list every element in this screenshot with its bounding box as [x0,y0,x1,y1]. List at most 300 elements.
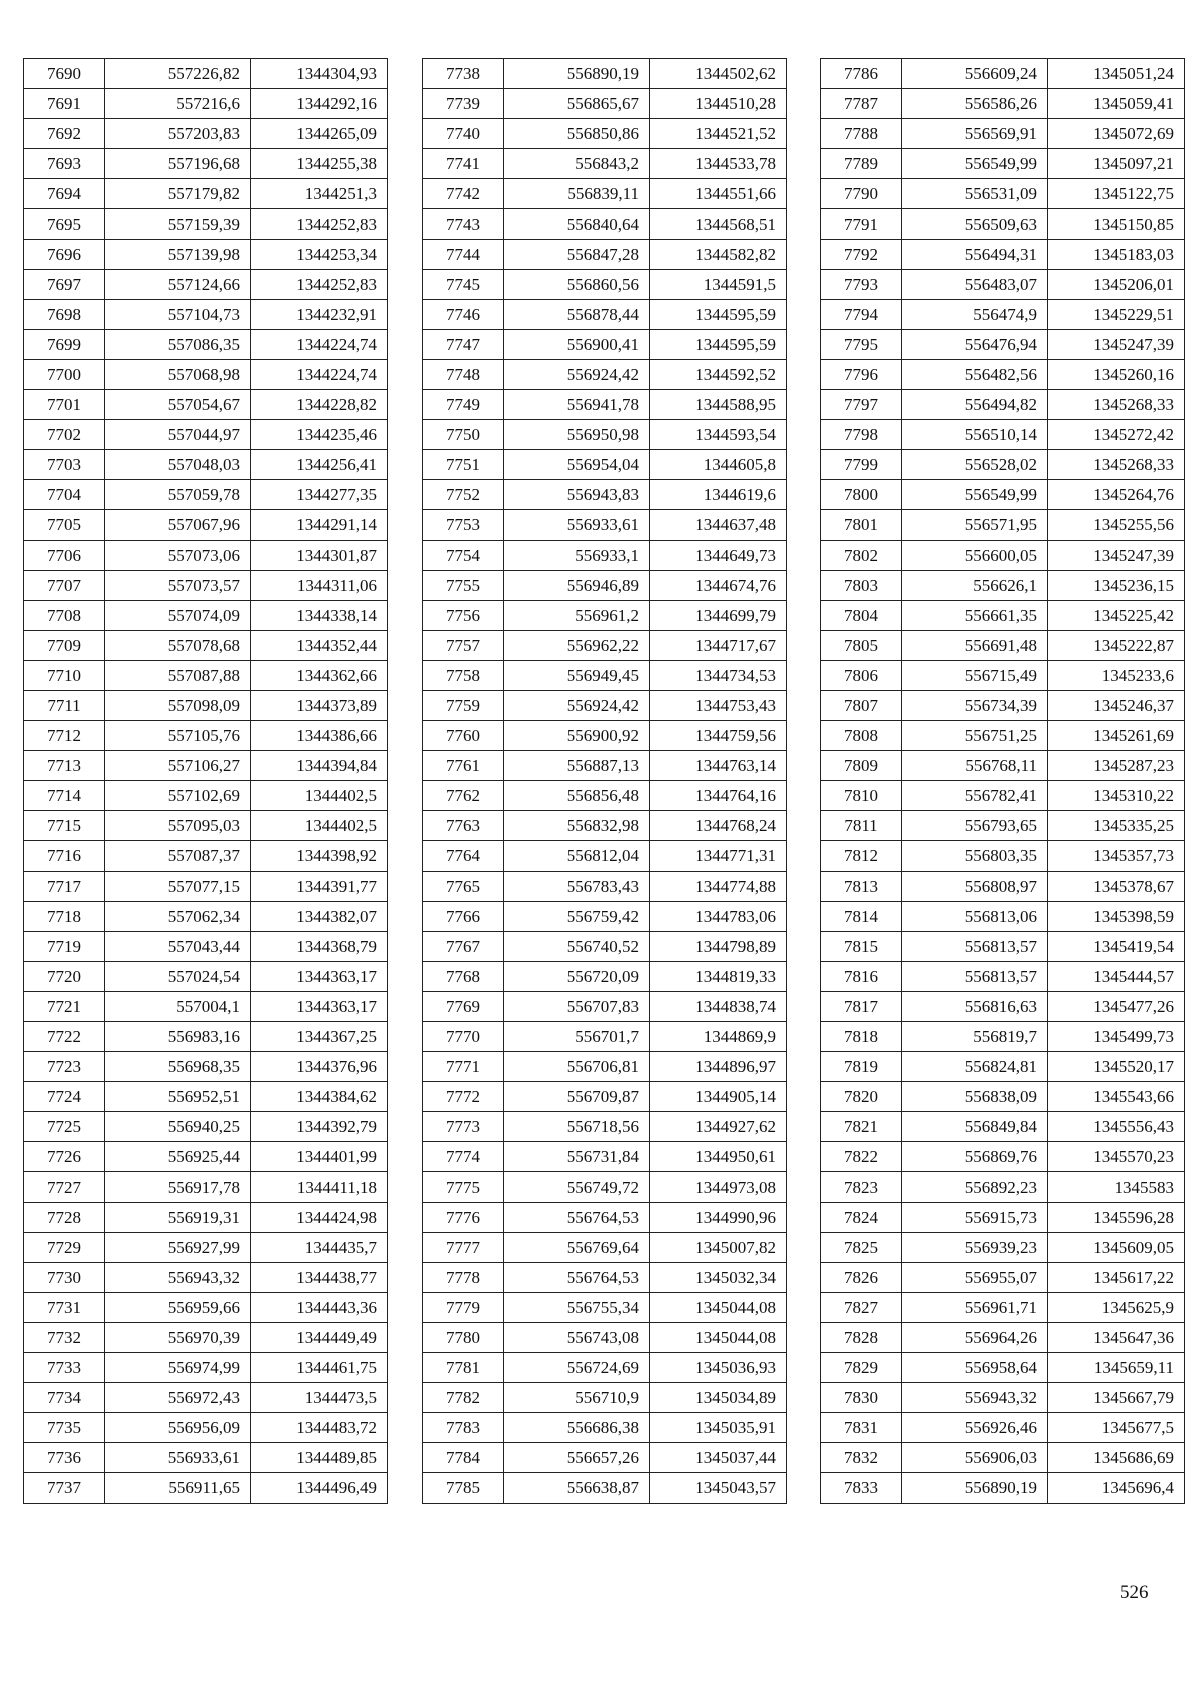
table-row [821,871,1185,901]
x-coordinate-cell: 557226,82 [105,59,251,89]
x-coordinate-cell: 556933,61 [105,1443,251,1473]
y-coordinate-cell: 1345583 [1048,1172,1185,1202]
y-coordinate-cell: 1344483,72 [251,1413,388,1443]
table-row [821,269,1185,299]
coordinate-table-3 [820,58,1185,1504]
y-coordinate-cell: 1344568,51 [650,209,787,239]
y-coordinate-cell: 1344496,49 [251,1473,388,1503]
table-row [24,570,388,600]
y-coordinate-cell: 1345477,26 [1048,991,1185,1021]
x-coordinate-cell: 556709,87 [504,1082,650,1112]
table-row [24,1082,388,1112]
point-number-cell: 7822 [821,1142,902,1172]
x-coordinate-cell: 557068,98 [105,359,251,389]
table-row [24,1232,388,1262]
y-coordinate-cell: 1345499,73 [1048,1022,1185,1052]
point-number-cell: 7728 [24,1202,105,1232]
point-number-cell: 7770 [423,1022,504,1052]
x-coordinate-cell: 556768,11 [902,751,1048,781]
x-coordinate-cell: 556869,76 [902,1142,1048,1172]
x-coordinate-cell: 556925,44 [105,1142,251,1172]
point-number-cell: 7829 [821,1353,902,1383]
y-coordinate-cell: 1344838,74 [650,991,787,1021]
table-row [821,89,1185,119]
y-coordinate-cell: 1344990,96 [650,1202,787,1232]
x-coordinate-cell: 556751,25 [902,721,1048,751]
point-number-cell: 7700 [24,359,105,389]
y-coordinate-cell: 1344502,62 [650,59,787,89]
point-number-cell: 7805 [821,630,902,660]
y-coordinate-cell: 1344798,89 [650,931,787,961]
table-row [24,239,388,269]
x-coordinate-cell: 556749,72 [504,1172,650,1202]
table-row [423,359,787,389]
y-coordinate-cell: 1344734,53 [650,660,787,690]
x-coordinate-cell: 556755,34 [504,1292,650,1322]
x-coordinate-cell: 557203,83 [105,119,251,149]
x-coordinate-cell: 556860,56 [504,269,650,299]
table-row [423,1383,787,1413]
point-number-cell: 7761 [423,751,504,781]
point-number-cell: 7733 [24,1353,105,1383]
y-coordinate-cell: 1345034,89 [650,1383,787,1413]
x-coordinate-cell: 556494,31 [902,239,1048,269]
y-coordinate-cell: 1344252,83 [251,269,388,299]
table-row [821,450,1185,480]
y-coordinate-cell: 1345272,42 [1048,420,1185,450]
coordinate-table-2 [422,58,787,1504]
x-coordinate-cell: 556856,48 [504,781,650,811]
table-row [821,931,1185,961]
point-number-cell: 7826 [821,1262,902,1292]
point-number-cell: 7799 [821,450,902,480]
x-coordinate-cell: 556972,43 [105,1383,251,1413]
point-number-cell: 7718 [24,901,105,931]
x-coordinate-cell: 557087,88 [105,660,251,690]
x-coordinate-cell: 557102,69 [105,781,251,811]
point-number-cell: 7831 [821,1413,902,1443]
y-coordinate-cell: 1344461,75 [251,1353,388,1383]
point-number-cell: 7750 [423,420,504,450]
x-coordinate-cell: 557073,57 [105,570,251,600]
y-coordinate-cell: 1344382,07 [251,901,388,931]
y-coordinate-cell: 1344424,98 [251,1202,388,1232]
x-coordinate-cell: 556865,67 [504,89,650,119]
table-row [423,1082,787,1112]
x-coordinate-cell: 556819,7 [902,1022,1048,1052]
x-coordinate-cell: 556954,04 [504,450,650,480]
point-number-cell: 7724 [24,1082,105,1112]
y-coordinate-cell: 1345206,01 [1048,269,1185,299]
x-coordinate-cell: 556906,03 [902,1443,1048,1473]
y-coordinate-cell: 1344253,34 [251,239,388,269]
table-row [821,149,1185,179]
y-coordinate-cell: 1344582,82 [650,239,787,269]
point-number-cell: 7803 [821,570,902,600]
point-number-cell: 7762 [423,781,504,811]
point-number-cell: 7721 [24,991,105,1021]
table-row [821,630,1185,660]
point-number-cell: 7816 [821,961,902,991]
point-number-cell: 7691 [24,89,105,119]
y-coordinate-cell: 1344619,6 [650,480,787,510]
table-row [24,751,388,781]
y-coordinate-cell: 1344592,52 [650,359,787,389]
y-coordinate-cell: 1345596,28 [1048,1202,1185,1232]
y-coordinate-cell: 1345261,69 [1048,721,1185,751]
point-number-cell: 7702 [24,420,105,450]
table-row [24,871,388,901]
y-coordinate-cell: 1345570,23 [1048,1142,1185,1172]
y-coordinate-cell: 1344292,16 [251,89,388,119]
x-coordinate-cell: 556964,26 [902,1322,1048,1352]
table-row [821,781,1185,811]
point-number-cell: 7769 [423,991,504,1021]
y-coordinate-cell: 1344591,5 [650,269,787,299]
x-coordinate-cell: 556878,44 [504,299,650,329]
point-number-cell: 7794 [821,299,902,329]
y-coordinate-cell: 1344367,25 [251,1022,388,1052]
point-number-cell: 7804 [821,600,902,630]
x-coordinate-cell: 556569,91 [902,119,1048,149]
table-row [821,961,1185,991]
point-number-cell: 7833 [821,1473,902,1503]
x-coordinate-cell: 556638,87 [504,1473,650,1503]
point-number-cell: 7786 [821,59,902,89]
table-row [821,179,1185,209]
table-row [24,721,388,751]
point-number-cell: 7709 [24,630,105,660]
table-row [24,1052,388,1082]
x-coordinate-cell: 556941,78 [504,390,650,420]
y-coordinate-cell: 1344265,09 [251,119,388,149]
point-number-cell: 7749 [423,390,504,420]
y-coordinate-cell: 1345236,15 [1048,570,1185,600]
table-row [423,1202,787,1232]
table-row [821,1473,1185,1503]
x-coordinate-cell: 556731,84 [504,1142,650,1172]
point-number-cell: 7777 [423,1232,504,1262]
point-number-cell: 7697 [24,269,105,299]
table-row [821,59,1185,89]
y-coordinate-cell: 1344771,31 [650,841,787,871]
table-row [821,721,1185,751]
table-row [423,630,787,660]
y-coordinate-cell: 1345247,39 [1048,329,1185,359]
table-row [821,1383,1185,1413]
x-coordinate-cell: 556609,24 [902,59,1048,89]
y-coordinate-cell: 1344717,67 [650,630,787,660]
y-coordinate-cell: 1344235,46 [251,420,388,450]
table-row [24,600,388,630]
table-row [821,1232,1185,1262]
y-coordinate-cell: 1344363,17 [251,991,388,1021]
x-coordinate-cell: 556483,07 [902,269,1048,299]
y-coordinate-cell: 1345044,08 [650,1292,787,1322]
x-coordinate-cell: 556900,41 [504,329,650,359]
point-number-cell: 7693 [24,149,105,179]
point-number-cell: 7782 [423,1383,504,1413]
table-row [821,1322,1185,1352]
point-number-cell: 7751 [423,450,504,480]
point-number-cell: 7790 [821,179,902,209]
table-row [423,239,787,269]
table-row [821,1443,1185,1473]
point-number-cell: 7825 [821,1232,902,1262]
table-row [821,1202,1185,1232]
point-number-cell: 7738 [423,59,504,89]
x-coordinate-cell: 556803,35 [902,841,1048,871]
y-coordinate-cell: 1344338,14 [251,600,388,630]
table-row [423,209,787,239]
point-number-cell: 7793 [821,269,902,299]
y-coordinate-cell: 1345659,11 [1048,1353,1185,1383]
x-coordinate-cell: 557048,03 [105,450,251,480]
point-number-cell: 7772 [423,1082,504,1112]
table-row [24,901,388,931]
x-coordinate-cell: 556974,99 [105,1353,251,1383]
x-coordinate-cell: 556927,99 [105,1232,251,1262]
point-number-cell: 7706 [24,540,105,570]
x-coordinate-cell: 556691,48 [902,630,1048,660]
table-row [423,751,787,781]
table-row [423,931,787,961]
table-row [24,1172,388,1202]
table-row [423,1112,787,1142]
table-row [24,961,388,991]
table-row [423,480,787,510]
y-coordinate-cell: 1344255,38 [251,149,388,179]
table-row [24,359,388,389]
table-row [24,811,388,841]
x-coordinate-cell: 556600,05 [902,540,1048,570]
x-coordinate-cell: 556970,39 [105,1322,251,1352]
point-number-cell: 7712 [24,721,105,751]
table-row [423,1142,787,1172]
point-number-cell: 7736 [24,1443,105,1473]
point-number-cell: 7791 [821,209,902,239]
y-coordinate-cell: 1344973,08 [650,1172,787,1202]
table-row [24,420,388,450]
x-coordinate-cell: 557095,03 [105,811,251,841]
table-row [423,450,787,480]
y-coordinate-cell: 1345647,36 [1048,1322,1185,1352]
point-number-cell: 7814 [821,901,902,931]
table-row [24,89,388,119]
x-coordinate-cell: 556764,53 [504,1202,650,1232]
y-coordinate-cell: 1344224,74 [251,329,388,359]
point-number-cell: 7696 [24,239,105,269]
point-number-cell: 7694 [24,179,105,209]
point-number-cell: 7695 [24,209,105,239]
point-number-cell: 7809 [821,751,902,781]
table-row [821,1413,1185,1443]
x-coordinate-cell: 557124,66 [105,269,251,299]
point-number-cell: 7830 [821,1383,902,1413]
x-coordinate-cell: 556943,32 [902,1383,1048,1413]
x-coordinate-cell: 556900,92 [504,721,650,751]
y-coordinate-cell: 1345072,69 [1048,119,1185,149]
point-number-cell: 7817 [821,991,902,1021]
point-number-cell: 7827 [821,1292,902,1322]
point-number-cell: 7753 [423,510,504,540]
x-coordinate-cell: 556924,42 [504,690,650,720]
table-row [24,1473,388,1503]
point-number-cell: 7811 [821,811,902,841]
point-number-cell: 7690 [24,59,105,89]
y-coordinate-cell: 1344595,59 [650,299,787,329]
table-row [423,1052,787,1082]
y-coordinate-cell: 1345233,6 [1048,660,1185,690]
table-row [821,600,1185,630]
x-coordinate-cell: 556956,09 [105,1413,251,1443]
y-coordinate-cell: 1344753,43 [650,690,787,720]
point-number-cell: 7775 [423,1172,504,1202]
table-row [24,841,388,871]
point-number-cell: 7704 [24,480,105,510]
y-coordinate-cell: 1345260,16 [1048,359,1185,389]
table-row [24,1322,388,1352]
y-coordinate-cell: 1344595,59 [650,329,787,359]
point-number-cell: 7703 [24,450,105,480]
x-coordinate-cell: 556782,41 [902,781,1048,811]
x-coordinate-cell: 556476,94 [902,329,1048,359]
x-coordinate-cell: 557043,44 [105,931,251,961]
table-row [24,1142,388,1172]
y-coordinate-cell: 1344252,83 [251,209,388,239]
point-number-cell: 7755 [423,570,504,600]
y-coordinate-cell: 1344637,48 [650,510,787,540]
point-number-cell: 7797 [821,390,902,420]
table-row [821,209,1185,239]
table-row [24,690,388,720]
coordinate-table-1 [23,58,388,1504]
point-number-cell: 7789 [821,149,902,179]
table-row [821,540,1185,570]
table-row [821,510,1185,540]
y-coordinate-cell: 1345335,25 [1048,811,1185,841]
x-coordinate-cell: 556924,42 [504,359,650,389]
point-number-cell: 7754 [423,540,504,570]
x-coordinate-cell: 556724,69 [504,1353,650,1383]
table-row [821,841,1185,871]
table-row [423,269,787,299]
point-number-cell: 7745 [423,269,504,299]
y-coordinate-cell: 1344588,95 [650,390,787,420]
table-row [423,89,787,119]
point-number-cell: 7737 [24,1473,105,1503]
y-coordinate-cell: 1345617,22 [1048,1262,1185,1292]
y-coordinate-cell: 1345037,44 [650,1443,787,1473]
point-number-cell: 7747 [423,329,504,359]
table-row [821,480,1185,510]
x-coordinate-cell: 557077,15 [105,871,251,901]
table-row [423,690,787,720]
point-number-cell: 7801 [821,510,902,540]
x-coordinate-cell: 556840,64 [504,209,650,239]
point-number-cell: 7821 [821,1112,902,1142]
y-coordinate-cell: 1344352,44 [251,630,388,660]
y-coordinate-cell: 1345225,42 [1048,600,1185,630]
x-coordinate-cell: 556890,19 [902,1473,1048,1503]
point-number-cell: 7698 [24,299,105,329]
x-coordinate-cell: 556933,1 [504,540,650,570]
x-coordinate-cell: 556783,43 [504,871,650,901]
table-row [423,1322,787,1352]
table-row [24,781,388,811]
x-coordinate-cell: 556961,71 [902,1292,1048,1322]
point-number-cell: 7818 [821,1022,902,1052]
x-coordinate-cell: 556510,14 [902,420,1048,450]
point-number-cell: 7744 [423,239,504,269]
y-coordinate-cell: 1344819,33 [650,961,787,991]
table-row [24,209,388,239]
y-coordinate-cell: 1344392,79 [251,1112,388,1142]
x-coordinate-cell: 557098,09 [105,690,251,720]
y-coordinate-cell: 1344905,14 [650,1082,787,1112]
page-number: 526 [1120,1582,1149,1603]
table-row [821,1082,1185,1112]
point-number-cell: 7773 [423,1112,504,1142]
y-coordinate-cell: 1344363,17 [251,961,388,991]
table-row [423,1292,787,1322]
x-coordinate-cell: 557059,78 [105,480,251,510]
point-number-cell: 7819 [821,1052,902,1082]
x-coordinate-cell: 556832,98 [504,811,650,841]
y-coordinate-cell: 1344228,82 [251,390,388,420]
x-coordinate-cell: 556816,63 [902,991,1048,1021]
x-coordinate-cell: 557106,27 [105,751,251,781]
point-number-cell: 7820 [821,1082,902,1112]
y-coordinate-cell: 1345357,73 [1048,841,1185,871]
y-coordinate-cell: 1344438,77 [251,1262,388,1292]
point-number-cell: 7795 [821,329,902,359]
y-coordinate-cell: 1345059,41 [1048,89,1185,119]
point-number-cell: 7806 [821,660,902,690]
x-coordinate-cell: 556686,38 [504,1413,650,1443]
table-row [423,841,787,871]
x-coordinate-cell: 557104,73 [105,299,251,329]
y-coordinate-cell: 1345044,08 [650,1322,787,1352]
point-number-cell: 7714 [24,781,105,811]
y-coordinate-cell: 1344927,62 [650,1112,787,1142]
x-coordinate-cell: 556626,1 [902,570,1048,600]
table-row [821,811,1185,841]
point-number-cell: 7774 [423,1142,504,1172]
x-coordinate-cell: 557044,97 [105,420,251,450]
table-row [423,871,787,901]
y-coordinate-cell: 1345520,17 [1048,1052,1185,1082]
point-number-cell: 7746 [423,299,504,329]
table-row [423,540,787,570]
table-row [423,1262,787,1292]
y-coordinate-cell: 1344398,92 [251,841,388,871]
table-row [24,991,388,1021]
x-coordinate-cell: 556824,81 [902,1052,1048,1082]
y-coordinate-cell: 1345696,4 [1048,1473,1185,1503]
x-coordinate-cell: 556769,64 [504,1232,650,1262]
y-coordinate-cell: 1345268,33 [1048,390,1185,420]
y-coordinate-cell: 1344386,66 [251,721,388,751]
y-coordinate-cell: 1344435,7 [251,1232,388,1262]
table-row [24,390,388,420]
table-row [423,961,787,991]
x-coordinate-cell: 556586,26 [902,89,1048,119]
point-number-cell: 7788 [821,119,902,149]
table-row [24,179,388,209]
point-number-cell: 7779 [423,1292,504,1322]
x-coordinate-cell: 556890,19 [504,59,650,89]
